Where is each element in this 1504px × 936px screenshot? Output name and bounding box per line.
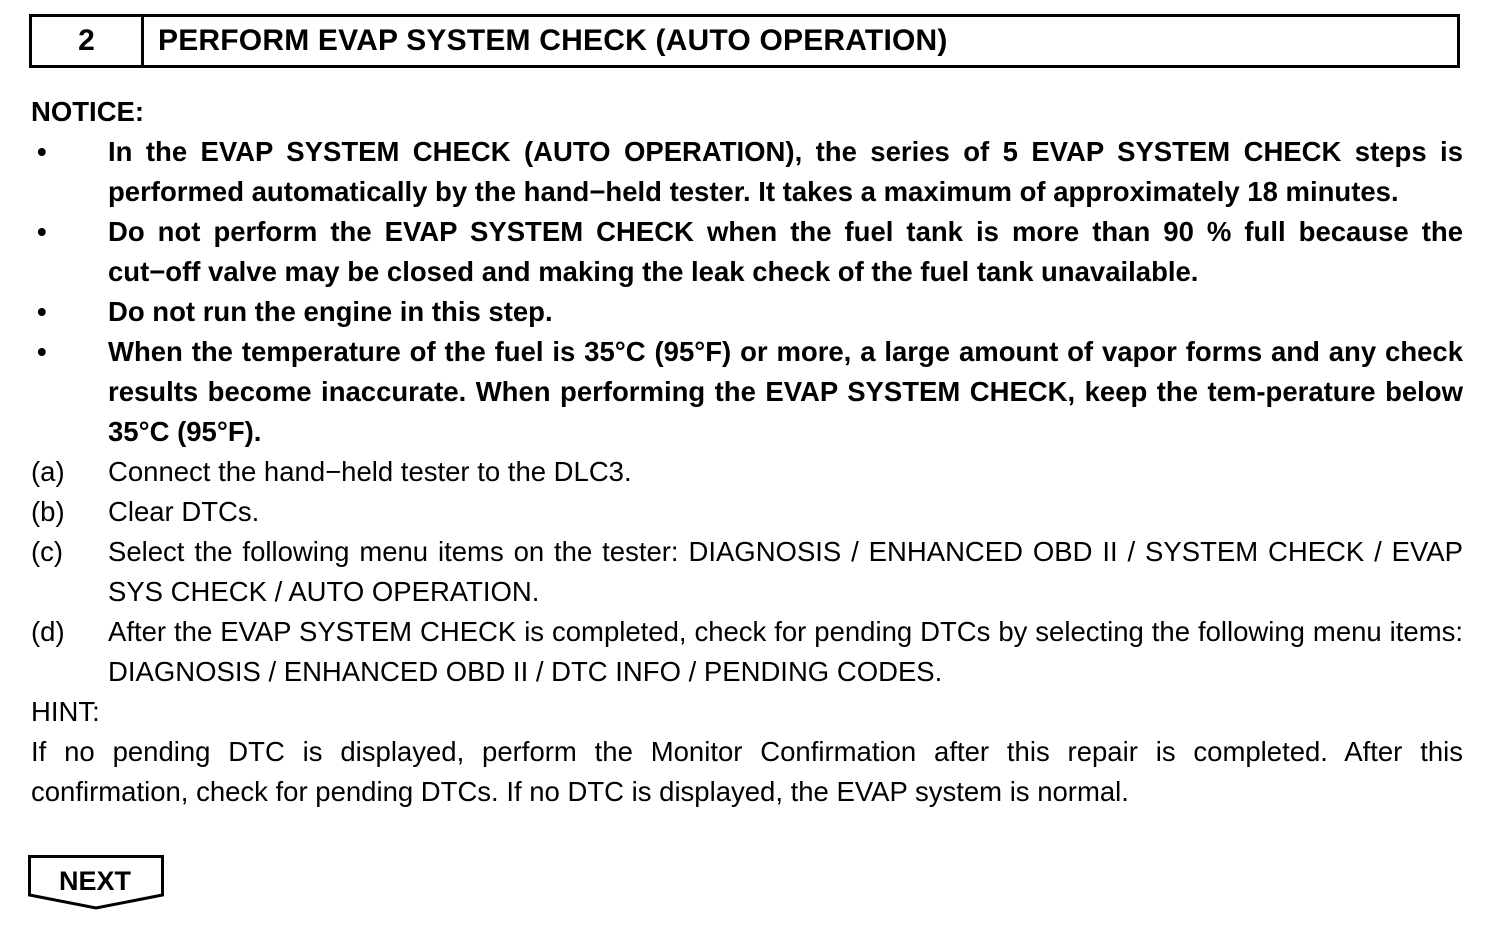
step-letter: (a) (31, 456, 65, 487)
notice-item-text: Do not run the engine in this step. (108, 296, 553, 327)
step-text: After the EVAP SYSTEM CHECK is completed, check for pending DTCs by selecting the following menu items: DIAGNOSIS / ENHANCED OBD II / DTC INFO / PENDING CODES. (108, 616, 1463, 687)
step-text: Select the following menu items on the tester: DIAGNOSIS / ENHANCED OBD II / SYSTEM CHECK / EVAP SYS CHECK / AUTO OPERATION. (108, 536, 1463, 607)
notice-label: NOTICE: (31, 96, 145, 127)
next-button-label: NEXT (58, 866, 131, 896)
bullet-icon: • (37, 336, 47, 367)
bullet-icon: • (37, 136, 47, 167)
procedure-step (31, 532, 1463, 612)
step-title: PERFORM EVAP SYSTEM CHECK (AUTO OPERATION) (158, 24, 948, 57)
step-text: Connect the hand−held tester to the DLC3. (108, 456, 632, 487)
bullet-icon: • (37, 296, 47, 327)
notice-item (31, 132, 1463, 212)
hint-label: HINT: (31, 696, 100, 727)
notice-item (31, 292, 1463, 332)
notice-item-text: In the EVAP SYSTEM CHECK (AUTO OPERATION), the series of 5 EVAP SYSTEM CHECK steps is performed automatically by the hand−held tester. It takes a maximum of approximately 18 minutes. (108, 136, 1463, 207)
bullet-icon: • (37, 216, 47, 247)
step-body (31, 92, 1463, 812)
procedure-step (31, 492, 1463, 532)
step-number: 2 (32, 17, 144, 65)
procedure-step (31, 612, 1463, 692)
procedure-step (31, 452, 1463, 492)
notice-item-text: When the temperature of the fuel is 35°C (95°F) or more, a large amount of vapor forms and any check results become inaccurate. When performing the EVAP SYSTEM CHECK, keep the tem-perature below 35°C (95°F). (108, 336, 1463, 447)
hint-text: If no pending DTC is displayed, perform the Monitor Confirmation after this repair is completed. After this confirmation, check for pending DTCs. If no DTC is displayed, the EVAP system is normal. (31, 736, 1463, 807)
procedure-steps (31, 452, 1463, 692)
next-button[interactable] (28, 855, 166, 911)
step-letter: (d) (31, 616, 65, 647)
step-header (29, 14, 1460, 68)
step-letter: (b) (31, 496, 65, 527)
notice-item (31, 212, 1463, 292)
notice-item (31, 332, 1463, 452)
notice-list (31, 132, 1463, 452)
step-letter: (c) (31, 536, 64, 567)
step-text: Clear DTCs. (108, 496, 260, 527)
notice-item-text: Do not perform the EVAP SYSTEM CHECK when the fuel tank is more than 90 % full because the cut−off valve may be closed and making the leak check of the fuel tank unavailable. (108, 216, 1463, 287)
